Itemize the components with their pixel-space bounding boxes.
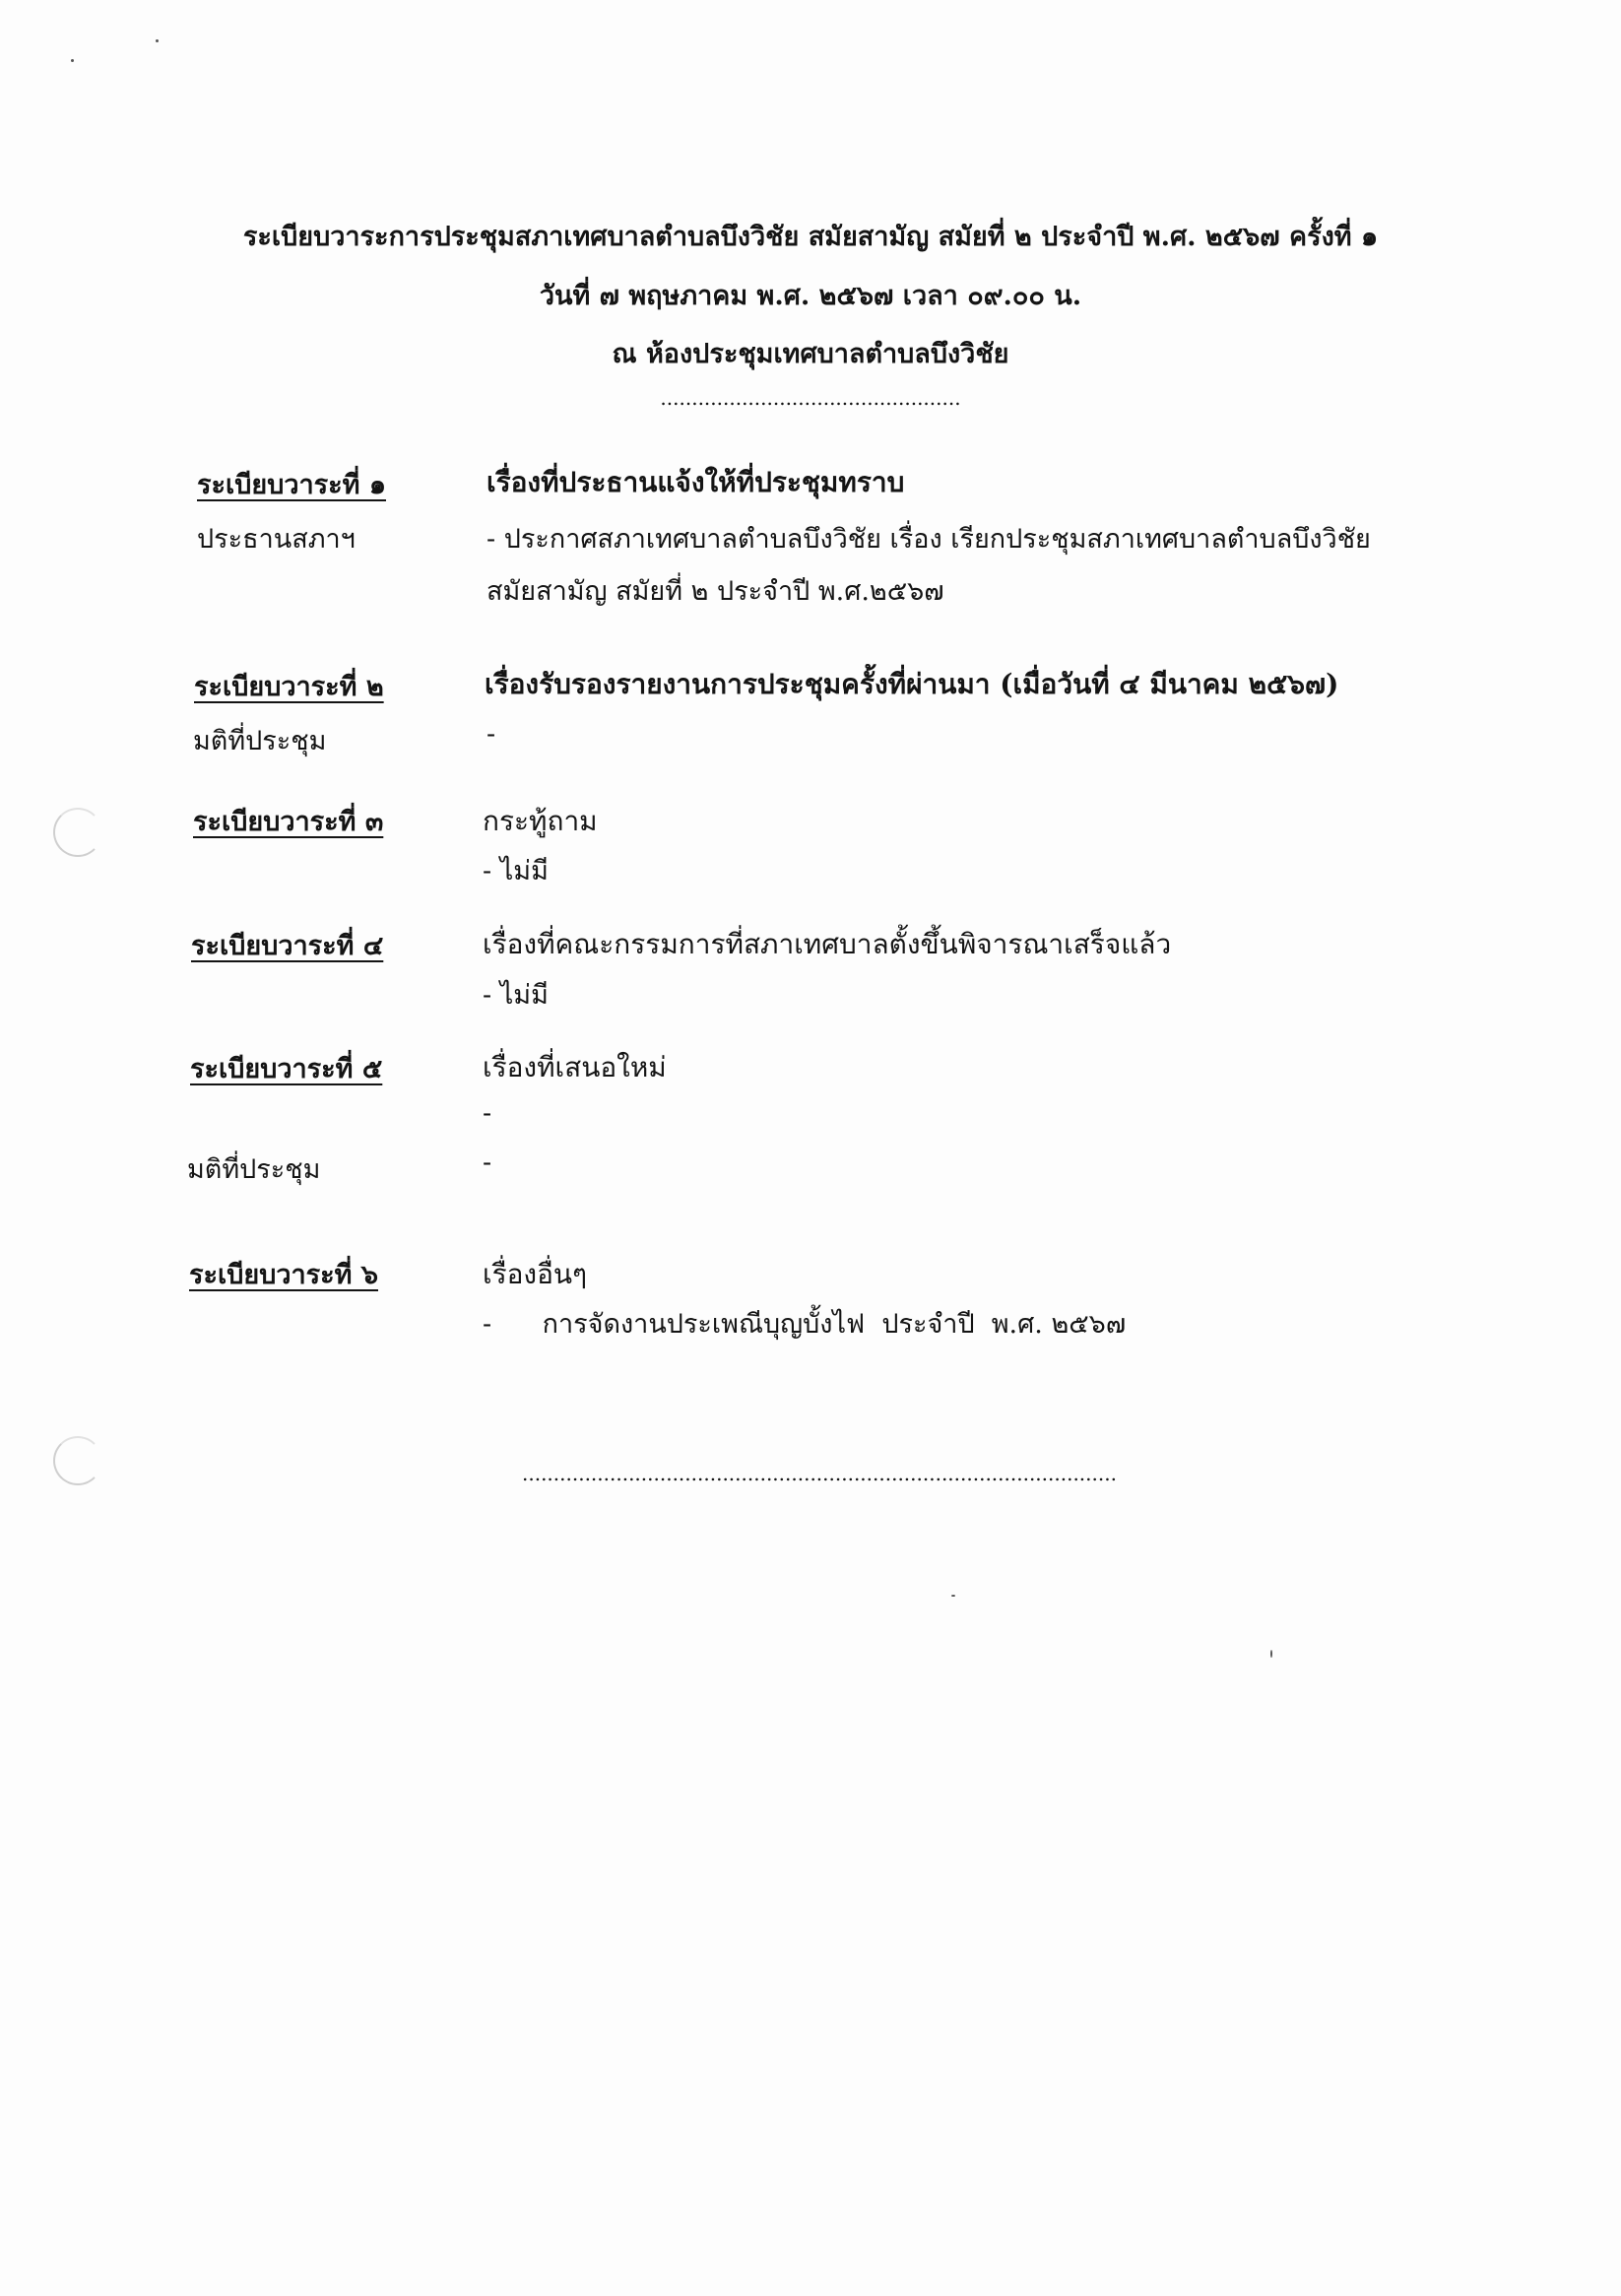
- meeting-date: วันที่ ๗ พฤษภาคม พ.ศ. ๒๕๖๗ เวลา ๐๙.๐๐ น.: [539, 281, 1082, 311]
- agenda-topic-4: เรื่องที่คณะกรรมการที่สภาเทศบาลตั้งขึ้นพิจารณาเสร็จแล้ว: [483, 928, 1172, 960]
- agenda-label-5: ระเบียบวาระที่ ๕: [190, 1054, 383, 1084]
- agenda-label-1: ระเบียบวาระที่ ๑: [197, 470, 386, 500]
- agenda-label-3: ระเบียบวาระที่ ๓: [193, 807, 384, 837]
- punch-hole-bottom: [53, 1436, 102, 1485]
- scan-speck: [71, 59, 74, 62]
- agenda-label-4: ระเบียบวาระที่ ๔: [191, 931, 384, 961]
- agenda-1-detail-1: - ประกาศสภาเทศบาลตำบลบึงวิชัย เรื่อง เรียกประชุมสภาเทศบาลตำบลบึงวิชัย: [486, 524, 1371, 555]
- agenda-5-side-detail: -: [483, 1148, 492, 1178]
- scan-speck: [1270, 1650, 1272, 1658]
- punch-hole-top: [53, 808, 102, 857]
- agenda-6-detail-1: - การจัดงานประเพณีบุญบั้งไฟ ประจำปี พ.ศ. ๒๕๖๗: [483, 1309, 1127, 1340]
- agenda-topic-5: เรื่องที่เสนอใหม่: [483, 1051, 667, 1083]
- agenda-topic-1: เรื่องที่ประธานแจ้งให้ที่ประชุมทราบ: [486, 466, 905, 498]
- agenda-1-detail-2: สมัยสามัญ สมัยที่ ๒ ประจำปี พ.ศ.๒๕๖๗: [486, 576, 944, 607]
- side-label-resolution-2: มติที่ประชุม: [193, 726, 327, 756]
- agenda-2-detail-1: -: [486, 719, 496, 750]
- agenda-label-2: ระเบียบวาระที่ ๒: [194, 672, 384, 702]
- scan-speck: [156, 39, 159, 42]
- footer-separator: ...............................................................................................: [522, 1462, 1117, 1485]
- agenda-topic-3: กระทู้ถาม: [483, 805, 598, 837]
- agenda-topic-2: เรื่องรับรองรายงานการประชุมครั้งที่ผ่านมา (เมื่อวันที่ ๔ มีนาคม ๒๕๖๗): [485, 668, 1339, 700]
- agenda-3-detail-1: - ไม่มี: [483, 856, 549, 886]
- side-label-chairman: ประธานสภาฯ: [197, 524, 356, 555]
- agenda-label-6: ระเบียบวาระที่ ๖: [189, 1260, 378, 1290]
- agenda-5-detail-1: -: [483, 1098, 492, 1129]
- meeting-location: ณ ห้องประชุมเทศบาลตำบลบึงวิชัย: [612, 339, 1009, 369]
- document-title: ระเบียบวาระการประชุมสภาเทศบาลตำบลบึงวิชัย สมัยสามัญ สมัยที่ ๒ ประจำปี พ.ศ. ๒๕๖๗ ครั้งที่ ๑: [242, 222, 1379, 252]
- header-separator: ................................................: [660, 386, 961, 410]
- agenda-topic-6: เรื่องอื่นๆ: [483, 1258, 588, 1290]
- agenda-4-detail-1: - ไม่มี: [483, 980, 549, 1011]
- scan-speck: [951, 1595, 955, 1597]
- side-label-resolution-5: มติที่ประชุม: [187, 1154, 321, 1185]
